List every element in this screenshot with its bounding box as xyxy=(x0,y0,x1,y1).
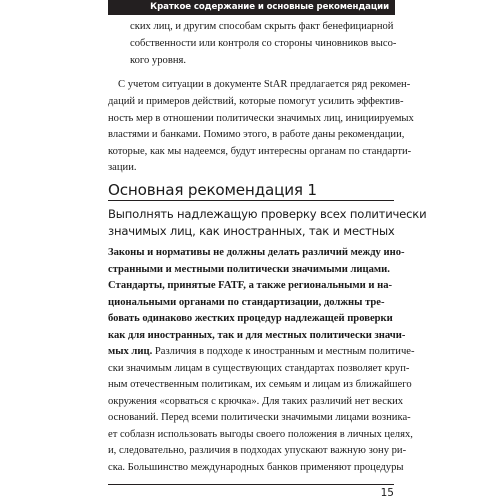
body-line: и, следовательно, различия в подходах упускают важную зону ри- xyxy=(108,445,407,456)
footer-rule xyxy=(108,484,394,485)
body-line: Стандарты, принятые FATF, а также региональными и на- xyxy=(108,280,393,291)
body-line: ет соблазн использовать выгоды своего положения в личных целях, xyxy=(108,429,413,440)
section-subtitle: значимых лиц, как иностранных, так и местных xyxy=(108,224,395,238)
body-line xyxy=(108,344,415,361)
body-line: бовать одинаково жестких процедур надлежащей проверки xyxy=(108,313,393,324)
intro-line: властями и банками. Помимо этого, в работе даны рекомендации, xyxy=(108,129,405,140)
body-bold-fragment: мых лиц. xyxy=(108,346,153,357)
intro-line: ность мер в отношении политически значимых лиц, инициируемых xyxy=(108,113,414,124)
body-line: ски значимым лицам в существующих стандартах позволяет круп- xyxy=(108,363,410,374)
running-head: Краткое содержание и основные рекомендации xyxy=(108,0,395,15)
section-subtitle: Выполнять надлежащую проверку всех политически xyxy=(108,207,427,221)
body-regular-fragment: Различия в подходе к иностранным и местным политиче- xyxy=(152,346,415,357)
body-line: как для иностранных, так и для местных политически значи- xyxy=(108,330,406,341)
intro-line: которые, как мы надеемся, будут интересны органам по стандарти- xyxy=(108,146,412,157)
body-line: ска. Большинство международных банков применяют процедуры xyxy=(108,462,404,473)
body-line: оснований. Перед всеми политически значимыми лицами возника- xyxy=(108,412,411,423)
section-rule xyxy=(108,200,394,201)
quote-line: кого уровня. xyxy=(130,55,187,66)
body-line: странными и местными политически значимыми лицами. xyxy=(108,264,390,275)
body-line: Законы и нормативы не должны делать различий между ино- xyxy=(108,247,405,258)
page-number: 15 xyxy=(380,487,394,499)
body-line: циональными органами по стандартизации, должны тре- xyxy=(108,297,385,308)
intro-line: зации. xyxy=(108,162,137,173)
intro-line: С учетом ситуации в документе StAR предлагается ряд рекомен- xyxy=(118,79,411,90)
intro-line: даций и примеров действий, которые помогут усилить эффектив- xyxy=(108,96,404,107)
quote-line: собственности или контроля со стороны чиновников высо- xyxy=(130,38,397,49)
quote-line: ских лиц, и другим способам скрыть факт бенефициарной xyxy=(130,21,394,32)
section-title: Основная рекомендация 1 xyxy=(108,181,317,199)
body-line: ным отечественным политикам, их семьям и лицам из ближайшего xyxy=(108,379,412,390)
body-line: окружения «сорваться с крючка». Для таких различий нет веских xyxy=(108,396,404,407)
